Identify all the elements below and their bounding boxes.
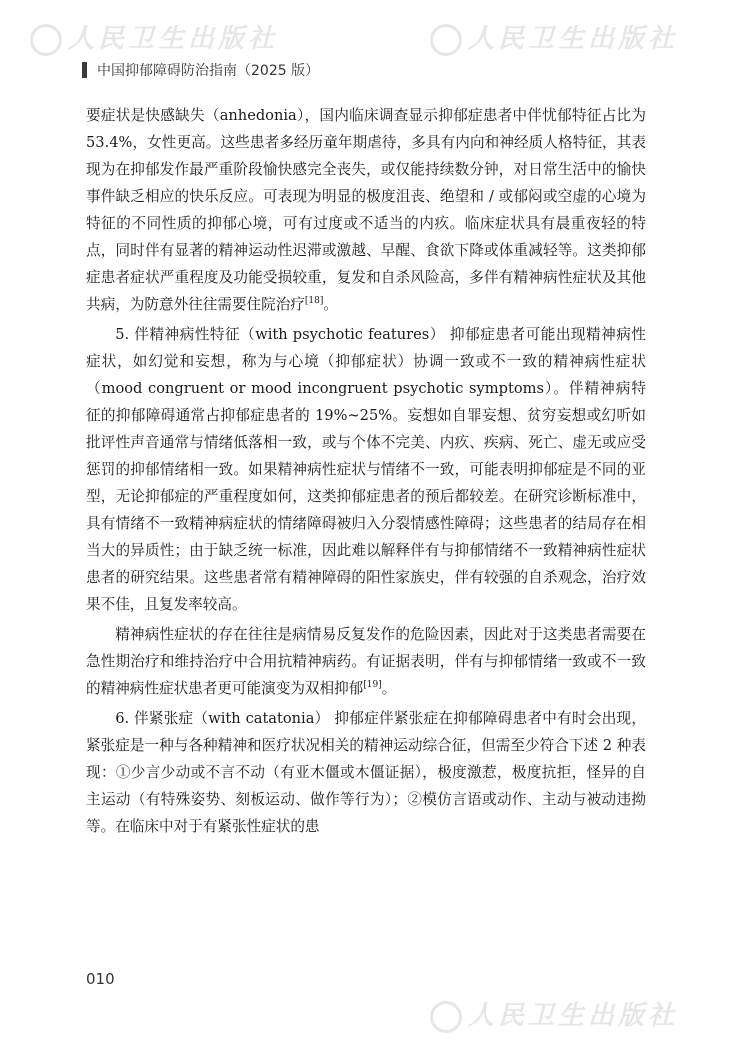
paragraph-4: 6. 伴紧张症（with catatonia） 抑郁症伴紧张症在抑郁障碍患者中有时会出现，紧张症是一种与各种精神和医疗状况相关的精神运动综合征，但需至少符合下述 2 种表现：①少言少动或不言不动（有亚木僵或木僵证据），极度激惹，极度抗拒，怪异的自主运动（有特殊姿势、刻板运动、做作等行为）；②模仿言语或动作、主动与被动违拗等。在临床中对于有紧张性症状的患 xyxy=(86,710,646,835)
watermark-text: 人民卫生出版社 xyxy=(468,24,679,54)
header-marker-bar xyxy=(82,62,87,78)
publisher-seal-icon xyxy=(430,1001,462,1033)
publisher-seal-icon xyxy=(30,24,62,56)
watermark-top-left xyxy=(30,18,278,56)
page-body xyxy=(86,102,646,840)
publisher-seal-icon xyxy=(430,24,462,56)
header-title: 中国抑郁障碍防治指南（2025 版） xyxy=(97,63,320,79)
citation-19: [19] xyxy=(363,680,382,691)
page-number: 010 xyxy=(86,970,115,988)
paragraph-3 xyxy=(86,621,646,702)
paragraph-3-text: 精神病性症状的存在往往是病情易反复发作的危险因素，因此对于这类患者需要在急性期治疗和维持治疗中合用抗精神病药。有证据表明，伴有与抑郁情绪一致或不一致的精神病性症状患者更可能演变为双相抑郁 xyxy=(86,626,646,697)
paragraph-1-text: 要症状是快感缺失（anhedonia），国内临床调查显示抑郁症患者中伴忧郁特征占比为 53.4%，女性更高。这些患者多经历童年期虐待，多具有内向和神经质人格特征，其表现为在抑郁发作最严重阶段愉快感完全丧失，或仅能持续数分钟，对日常生活中的愉快事件缺乏相应的快乐反应。可表现为明显的极度沮丧、绝望和 / 或郁闷或空虚的心境为特征的不同性质的抑郁心境，可有过度或不适当的内疚。临床症状具有晨重夜轻的特点，同时伴有显著的精神运动性迟滞或激越、早醒、食欲下降或体重减轻等。这类抑郁症患者症状严重程度及功能受损较重，复发和自杀风险高，多伴有精神病性症状及其他共病，为防意外往往需要住院治疗 xyxy=(86,107,646,313)
watermark-bottom-right xyxy=(430,995,678,1033)
citation-18: [18] xyxy=(304,296,324,307)
paragraph-3-end: 。 xyxy=(381,680,397,697)
watermark-text: 人民卫生出版社 xyxy=(468,1001,679,1031)
paragraph-2: 5. 伴精神病性特征（with psychotic features） 抑郁症患者可能出现精神病性症状，如幻觉和妄想，称为与心境（抑郁症状）协调一致或不一致的精神病性症状（mood congruent or mood incongruent psychotic symptoms）。伴精神病特征的抑郁障碍通常占抑郁症患者的 19%~25%。妄想如自罪妄想、贫穷妄想或幻听如批评性声音通常与情绪低落相一致，或与个体不完美、内疚、疾病、死亡、虚无或应受惩罚的抑郁情绪相一致。如果精神病性症状与情绪不一致，可能表明抑郁症是不同的亚型，无论抑郁症的严重程度如何，这类抑郁症患者的预后都较差。在研究诊断标准中，具有情绪不一致精神病症状的情绪障碍被归入分裂情感性障碍；这些患者的结局存在相当大的异质性；由于缺乏统一标准，因此难以解释伴有与抑郁情绪不一致精神病性症状患者的研究结果。这些患者常有精神障碍的阳性家族史，伴有较强的自杀观念，治疗效果不佳，且复发率较高。 xyxy=(86,326,646,613)
watermark-top-right xyxy=(430,18,678,56)
watermark-text: 人民卫生出版社 xyxy=(68,24,279,54)
paragraph-1 xyxy=(86,102,646,318)
running-header xyxy=(82,60,319,80)
paragraph-1-end: 。 xyxy=(323,296,339,313)
